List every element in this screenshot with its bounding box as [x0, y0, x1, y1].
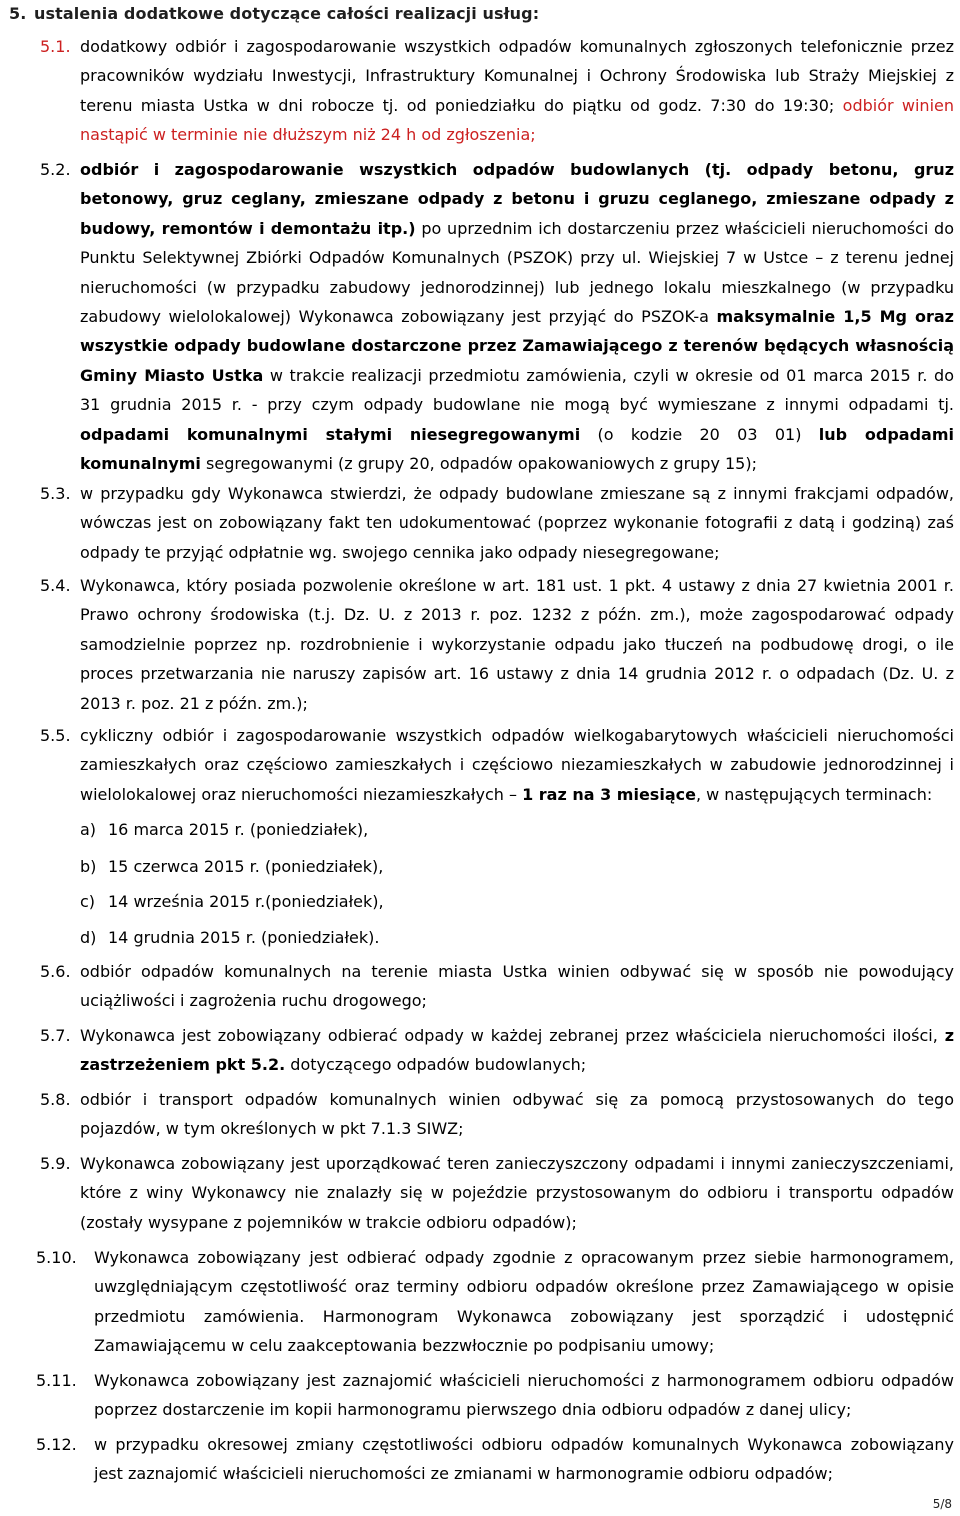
list-item [0, 1243, 960, 1361]
item-text [80, 155, 954, 478]
item-number: 5.4. [40, 576, 71, 595]
text-segment-bold: odbiór i zagospodarowanie wszystkich odpadów budowlanych (tj. odpady betonu, gruz betonowy, gruz ceglany, zmieszane odpady z betonu i gruzu ceglanego, zmieszane odpady z budowy, remontów i demontażu itp.) [80, 160, 954, 238]
item-text: Wykonawca zobowiązany jest zaznajomić właścicieli nieruchomości z harmonogramem odbioru odpadów poprzez dostarczenie im kopii harmonogramu pierwszego dnia odbioru odpadów z danej ulicy; [94, 1371, 954, 1420]
date-text: 16 marca 2015 r. (poniedziałek), [108, 820, 369, 839]
date-item [80, 815, 368, 844]
item-text: Wykonawca, który posiada pozwolenie określone w art. 181 ust. 1 pkt. 4 ustawy z dnia 27 kwietnia 2001 r. Prawo ochrony środowiska (t.j. Dz. U. z 2013 r. poz. 1232 z późn. zm.), może zagospodarować odpady samodzielnie poprzez np. rozdrobnienie i wykorzystanie odpadu jako tłuczeń na podbudowę drogi, o ile proces przetwarzania nie naruszy zapisów art. 16 ustawy z dnia 14 grudnia 2012 r. o odpadach (Dz. U. z 2013 r. poz. 21 z późn. zm.); [80, 576, 954, 713]
item-number: 5.10. [36, 1248, 77, 1267]
text-segment-bold: 1 raz na 3 miesiące [522, 784, 696, 804]
text-segment: Wykonawca jest zobowiązany odbierać odpady w każdej zebranej przez właściciela nieruchomości ilości, [80, 1026, 945, 1045]
section-number: 5. [9, 4, 27, 23]
item-text: odbiór i transport odpadów komunalnych winien odbywać się za pomocą przystosowanych do tego pojazdów, w tym określonych w pkt 7.1.3 SIWZ; [80, 1090, 954, 1139]
text-segment-highlight: odbiór winien nastąpić w terminie nie dłuższym niż 24 h od zgłoszenia; [80, 95, 954, 145]
date-letter: a) [80, 820, 97, 839]
list-item [0, 155, 960, 478]
text-segment-bold: z zastrzeżeniem pkt 5.2. [80, 1026, 954, 1075]
list-item [0, 1366, 960, 1425]
item-text: w przypadku gdy Wykonawca stwierdzi, że odpady budowlane zmieszane są z innymi frakcjami odpadów, wówczas jest on zobowiązany fakt ten udokumentować (poprzez wykonanie fotografii z datą i godziną) zaś odpady te przyjąć odpłatnie wg. swojego cennika jako odpady niesegregowane; [80, 484, 954, 562]
item-text [80, 1021, 954, 1080]
item-number: 5.8. [40, 1090, 71, 1109]
list-item [0, 32, 960, 150]
item-number: 5.7. [40, 1026, 71, 1045]
item-number: 5.3. [40, 484, 71, 503]
list-item [0, 1085, 960, 1144]
page-number: 5/8 [932, 1497, 952, 1511]
date-letter: c) [80, 892, 96, 911]
list-item [0, 721, 960, 809]
text-segment: po uprzednim ich dostarczeniu przez właścicieli nieruchomości do Punktu Selektywnej Zbiórki Odpadów Komunalnych (PSZOK) przy ul. Wiejskiej 7 w Ustce – z terenu jednej nieruchomości (w przypadku zabudowy jednorodzinnej) lub jednego lokalu mieszkalnego (w przypadku zabudowy wielolokalowej) Wykonawca zobowiązany jest przyjąć do PSZOK-a [80, 218, 955, 327]
date-item [80, 887, 384, 916]
item-text: Wykonawca zobowiązany jest uporządkować teren zanieczyszczony odpadami i innymi zanieczyszczeniami, które z winy Wykonawcy nie znalazły się w pojeździe przystosowanym do odbioru i transportu odpadów (zostały wysypane z pojemników w trakcie odbioru odpadów); [80, 1154, 954, 1232]
section-heading [9, 4, 539, 23]
date-letter: d) [80, 928, 97, 947]
text-segment: , w następujących terminach: [695, 784, 933, 804]
date-text: 15 czerwca 2015 r. (poniedziałek), [108, 857, 384, 876]
text-segment-bold: maksymalnie 1,5 Mg oraz wszystkie odpady budowlane dostarczone przez Zamawiającego z terenów będących własnością Gminy Miasto Ustka [80, 307, 954, 385]
date-text: 14 grudnia 2015 r. (poniedziałek). [108, 928, 380, 947]
date-item [80, 923, 379, 952]
item-number: 5.9. [40, 1154, 71, 1173]
item-number: 5.12. [36, 1435, 77, 1454]
date-item [80, 852, 383, 881]
item-text [80, 721, 954, 809]
list-item [0, 479, 960, 567]
item-text: Wykonawca zobowiązany jest odbierać odpady zgodnie z opracowanym przez siebie harmonogramem, uwzględniającym częstotliwość oraz terminy odbioru odpadów określone przez Zamawiającego w opisie przedmiotu zamówienia. Harmonogram Wykonawca zobowiązany jest sporządzić i udostępnić Zamawiającemu w celu zaakceptowania bezzwłocznie po podpisaniu umowy; [94, 1248, 954, 1356]
text-segment: (o kodzie 20 03 01) [580, 424, 819, 444]
text-segment: segregowanymi (z grupy 20, odpadów opakowaniowych z grupy 15); [200, 454, 757, 474]
list-item [0, 571, 960, 718]
item-number: 5.11. [36, 1371, 77, 1390]
text-segment: dotyczącego odpadów budowlanych; [285, 1055, 587, 1075]
text-segment-bold: odpadami komunalnymi stałymi niesegregowanymi [80, 424, 581, 444]
list-item [0, 1021, 960, 1080]
item-text: odbiór odpadów komunalnych na terenie miasta Ustka winien odbywać się w sposób nie powodujący uciążliwości i zagrożenia ruchu drogowego; [80, 962, 954, 1011]
text-segment-bold: lub odpadami komunalnymi [80, 424, 955, 474]
text-segment: cykliczny odbiór i zagospodarowanie wszystkich odpadów wielkogabarytowych właścicieli nieruchomości zamieszkałych oraz częściowo zamieszkałych i częściowo niezamieszkałych w zabudowie jednorodzinnej i wielolokalowej oraz nieruchomości niezamieszkałych – [80, 726, 954, 804]
list-item [0, 1149, 960, 1237]
date-text: 14 września 2015 r.(poniedziałek), [108, 892, 384, 911]
item-number: 5.2. [40, 160, 71, 179]
section-title: ustalenia dodatkowe dotyczące całości realizacji usług: [34, 4, 540, 23]
item-number: 5.6. [40, 962, 71, 981]
item-number: 5.1. [40, 37, 71, 56]
item-text [80, 32, 954, 150]
text-segment: dodatkowy odbiór i zagospodarowanie wszystkich odpadów komunalnych zgłoszonych telefonicznie przez pracowników wydziału Inwestycji, Infrastruktury Komunalnej i Ochrony Środowiska lub Straży Miejskiej z terenu miasta Ustka w dni robocze tj. od poniedziałku do piątku od godz. 7:30 do 19:30; [80, 37, 954, 115]
date-letter: b) [80, 857, 97, 876]
item-number: 5.5. [40, 726, 71, 745]
item-text: w przypadku okresowej zmiany częstotliwości odbioru odpadów komunalnych Wykonawca zobowiązany jest zaznajomić właścicieli nieruchomości ze zmianami w harmonogramie odbioru odpadów; [94, 1435, 954, 1484]
list-item [0, 1430, 960, 1489]
list-item [0, 957, 960, 1016]
text-segment: w trakcie realizacji przedmiotu zamówienia, czyli w okresie od 01 marca 2015 r. do 31 grudnia 2015 r. - przy czym odpady budowlane nie mogą być wymieszane z innymi odpadami tj. [80, 365, 954, 415]
